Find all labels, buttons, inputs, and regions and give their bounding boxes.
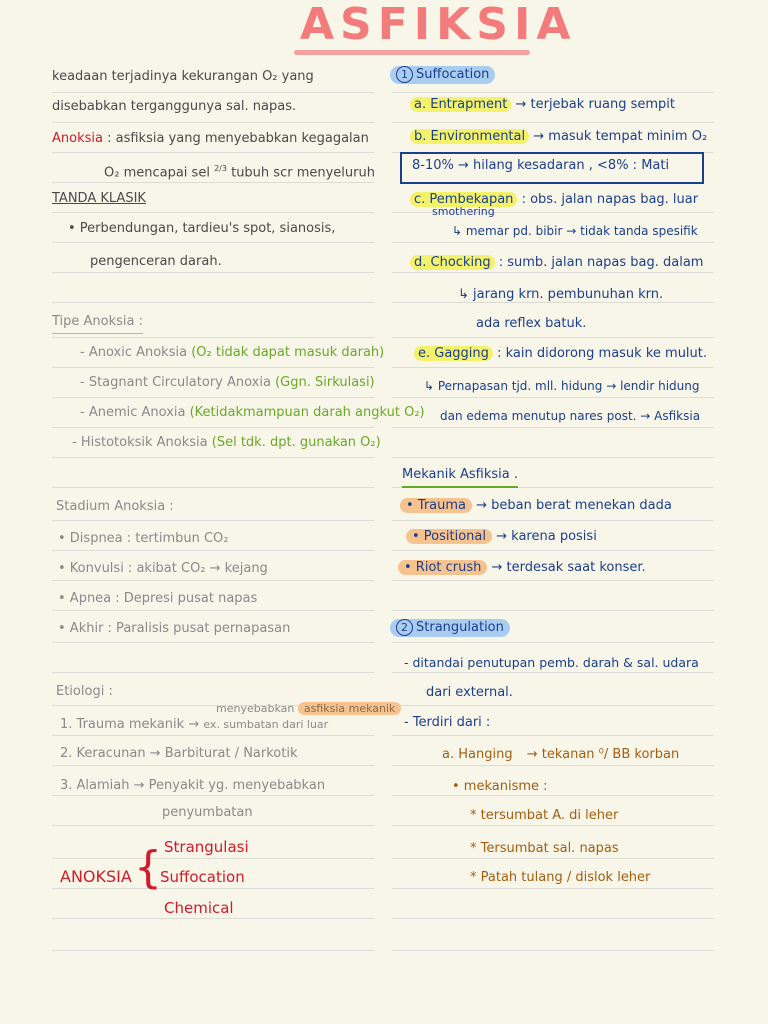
item-c-label: c. Pembekapan [410, 192, 517, 207]
item-d-text: : sumb. jalan napas bag. dalam [498, 255, 704, 270]
tanda-klasik-title: TANDA KLASIK [52, 191, 146, 206]
mekanik-text: → karena posisi [496, 529, 597, 544]
item-e-note-2: dan edema menutup nares post. → Asfiksia [440, 409, 701, 423]
etiologi-note-text: menyebabkan [216, 702, 295, 715]
mekanisme-item: * tersumbat A. di leher [470, 808, 619, 823]
suffocation-title: Suffocation [416, 67, 490, 82]
stadium-item: • Konvulsi : akibat CO₂ → kejang [58, 561, 268, 576]
mekanisme-item: * Tersumbat sal. napas [470, 841, 619, 856]
brace-item: Chemical [164, 899, 234, 917]
oxygen-box-text: 8-10% → hilang kesadaran , <8% : Mati [412, 158, 670, 173]
tanda-line-2: pengenceran darah. [90, 254, 222, 269]
suffocation-heading [390, 66, 495, 84]
tipe-item [80, 404, 425, 422]
item-d-note-1: ↳ jarang krn. pembunuhan krn. [458, 287, 664, 302]
item-a [410, 96, 675, 114]
stadium-title: Stadium Anoksia : [56, 499, 174, 514]
hanging-text: → tekanan ⁰/ BB korban [526, 747, 680, 762]
mekanik-label: • Positional [406, 529, 492, 544]
item-a-label: a. Entrapment [410, 97, 511, 112]
tipe-note: (Sel tdk. dpt. gunakan O₂) [211, 435, 381, 450]
item-b-text: → masuk tempat minim O₂ [533, 129, 708, 144]
mekanik-text: → beban berat menekan dada [476, 498, 672, 513]
item-e-note-1: ↳ Pernapasan tjd. mll. hidung → lendir hidung [424, 379, 700, 393]
brace-item: Suffocation [160, 868, 245, 886]
mekanik-item [406, 528, 597, 546]
page-title: ASFIKSIA [300, 0, 577, 50]
strangulation-title: Strangulation [416, 620, 504, 635]
etiologi-item-2: 2. Keracunan → Barbiturat / Narkotik [60, 746, 298, 761]
brace-item: Strangulasi [164, 838, 249, 856]
stadium-item: • Akhir : Paralisis pusat pernapasan [58, 621, 291, 636]
item-a-text: → terjebak ruang sempit [515, 97, 676, 112]
item-e [414, 345, 707, 363]
section-number: 1 [396, 66, 413, 83]
tipe-note: (Ketidakmampuan darah angkut O₂) [189, 405, 425, 420]
item-e-text: : kain didorong masuk ke mulut. [497, 346, 708, 361]
etiologi-item-1 [60, 716, 328, 734]
anoksia-def-2: O₂ mencapai sel [104, 165, 210, 181]
strangulation-text-1: - ditandai penutupan pemb. darah & sal. udara [404, 655, 699, 670]
etiologi-title: Etiologi : [56, 684, 113, 699]
title-underline [294, 50, 530, 55]
anoksia-def-sup: 2/3 [214, 164, 227, 173]
etiologi-note-highlight: asfiksia mekanik [298, 702, 402, 715]
strangulation-heading [390, 619, 510, 637]
mekanik-item [398, 559, 646, 577]
etiologi-1-rest: ex. sumbatan dari luar [203, 718, 329, 731]
brace-icon: { [134, 842, 162, 893]
item-e-label: e. Gagging [414, 346, 493, 361]
item-b [410, 128, 707, 146]
intro-line-2: disebabkan terganggunya sal. napas. [52, 99, 297, 114]
mekanik-item [400, 497, 672, 515]
intro-line-1: keadaan terjadinya kekurangan O₂ yang [52, 69, 314, 84]
tipe-anoksia-title: Tipe Anoksia : [52, 313, 143, 334]
item-d [410, 254, 703, 272]
tipe-name: - Anemic Anoxia [80, 405, 186, 420]
item-c-text: : obs. jalan napas bag. luar [521, 192, 699, 207]
tipe-item [80, 374, 375, 392]
anoksia-def-rest: tubuh scr menyeluruh [231, 165, 375, 181]
tipe-note: (O₂ tidak dapat masuk darah) [191, 345, 385, 360]
item-c-note: ↳ memar pd. bibir → tidak tanda spesifik [452, 224, 698, 238]
mekanik-label: • Trauma [400, 498, 472, 513]
mekanisme-item: * Patah tulang / dislok leher [470, 870, 651, 885]
etiologi-item-3: 3. Alamiah → Penyakit yg. menyebabkan [60, 778, 326, 793]
item-d-note-2: ada reflex batuk. [476, 316, 587, 331]
anoksia-definition-2 [104, 160, 375, 182]
item-b-label: b. Environmental [410, 129, 529, 144]
section-number: 2 [396, 619, 413, 636]
tipe-item [80, 344, 384, 362]
tipe-item [72, 434, 381, 452]
tipe-name: - Histotoksik Anoksia [72, 435, 208, 450]
stadium-item: • Dispnea : tertimbun CO₂ [58, 531, 229, 546]
anoksia-definition [52, 130, 369, 148]
anoksia-big-label: ANOKSIA [60, 867, 132, 886]
strangulation-text-3: - Terdiri dari : [404, 715, 491, 730]
etiologi-item-3b: penyumbatan [162, 805, 253, 820]
hanging-line [442, 746, 679, 764]
item-d-label: d. Chocking [410, 255, 495, 270]
tipe-name: - Stagnant Circulatory Anoxia [80, 375, 271, 390]
stadium-item: • Apnea : Depresi pusat napas [58, 591, 258, 606]
anoksia-def-1: : asfiksia yang menyebabkan kegagalan [107, 131, 369, 146]
tipe-name: - Anoxic Anoksia [80, 345, 188, 360]
hanging-label: a. Hanging [442, 747, 513, 762]
strangulation-text-2: dari external. [426, 685, 513, 700]
item-c-sub: smothering [432, 205, 495, 218]
etiologi-1-label: 1. Trauma mekanik → [60, 717, 200, 732]
mekanisme-label: • mekanisme : [452, 779, 548, 794]
tanda-line-1: • Perbendungan, tardieu's spot, sianosis, [68, 221, 336, 236]
anoksia-label: Anoksia [52, 131, 103, 146]
mekanik-title: Mekanik Asfiksia . [402, 466, 518, 488]
mekanik-text: → terdesak saat konser. [491, 560, 646, 575]
tipe-note: (Ggn. Sirkulasi) [275, 375, 375, 390]
mekanik-label: • Riot crush [398, 560, 487, 575]
